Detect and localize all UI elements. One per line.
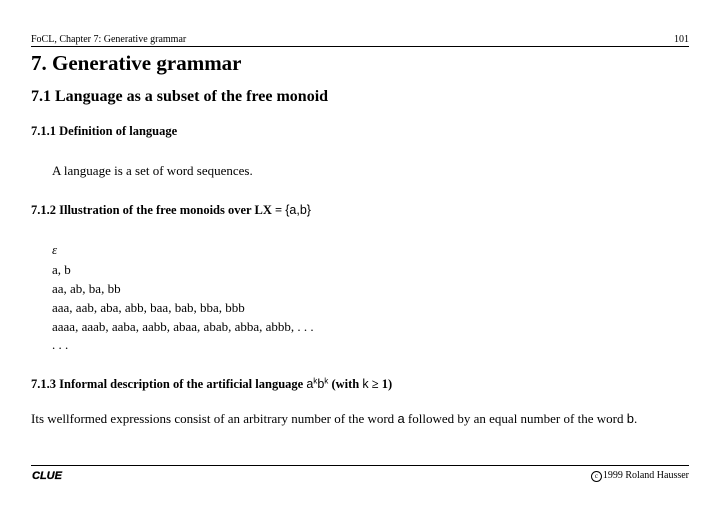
header-rule xyxy=(31,46,689,47)
ge-symbol: ≥ xyxy=(368,377,382,391)
monoid-line-1: a, b xyxy=(52,262,71,277)
language-definition: A language is a set of word sequences. xyxy=(52,163,253,178)
word-a: a xyxy=(397,411,405,426)
with-open: (with xyxy=(328,377,363,391)
language-b: b xyxy=(317,377,325,391)
paragraph-part3: . xyxy=(633,411,638,426)
monoid-line-4: aaaa, aaab, aaba, aabb, abaa, abab, abba, abbb, . . . xyxy=(52,319,314,334)
with-close: ) xyxy=(388,377,393,391)
monoid-line-0: ε xyxy=(52,242,58,257)
page-number: 101 xyxy=(674,34,689,45)
chapter-title: 7. Generative grammar xyxy=(31,51,242,75)
clue-logo xyxy=(31,469,69,481)
copyright-text: 1999 Roland Hausser xyxy=(602,470,689,481)
clue-logo-text: CLUE xyxy=(32,470,62,481)
language-a: a xyxy=(306,377,314,391)
header-chapter: FoCL, Chapter 7: Generative grammar xyxy=(31,34,187,45)
footer-rule xyxy=(31,465,689,466)
subsection-711-title: 7.1.1 Definition of language xyxy=(31,124,178,138)
exponent-b: k xyxy=(324,376,329,386)
k-variable: k xyxy=(362,377,369,391)
description-paragraph xyxy=(31,409,689,428)
subsection-712-title xyxy=(31,203,311,218)
monoid-line-3: aaa, aab, aba, abb, baa, bab, bba, bbb xyxy=(52,300,245,315)
exponent-a: k xyxy=(313,376,318,386)
paragraph-part1: Its wellformed expressions consist of an arbitrary number of the word xyxy=(31,411,398,426)
one-value: 1 xyxy=(381,377,389,391)
subsection-713-title xyxy=(31,377,392,392)
section-title: 7.1 Language as a subset of the free monoid xyxy=(31,88,329,105)
monoid-line-5: . . . xyxy=(52,337,69,352)
word-b: b xyxy=(626,411,634,426)
monoid-line-2: aa, ab, ba, bb xyxy=(52,281,121,296)
alphabet-set: {a,b} xyxy=(285,203,311,217)
copyright xyxy=(591,470,689,482)
subsection-713-title-text: 7.1.3 Informal description of the artificial language xyxy=(31,377,307,391)
subsection-712-title-text: 7.1.2 Illustration of the free monoids over LX = xyxy=(31,203,286,217)
paragraph-part2: followed by an equal number of the word xyxy=(404,411,627,426)
copyright-symbol: c xyxy=(591,471,602,482)
